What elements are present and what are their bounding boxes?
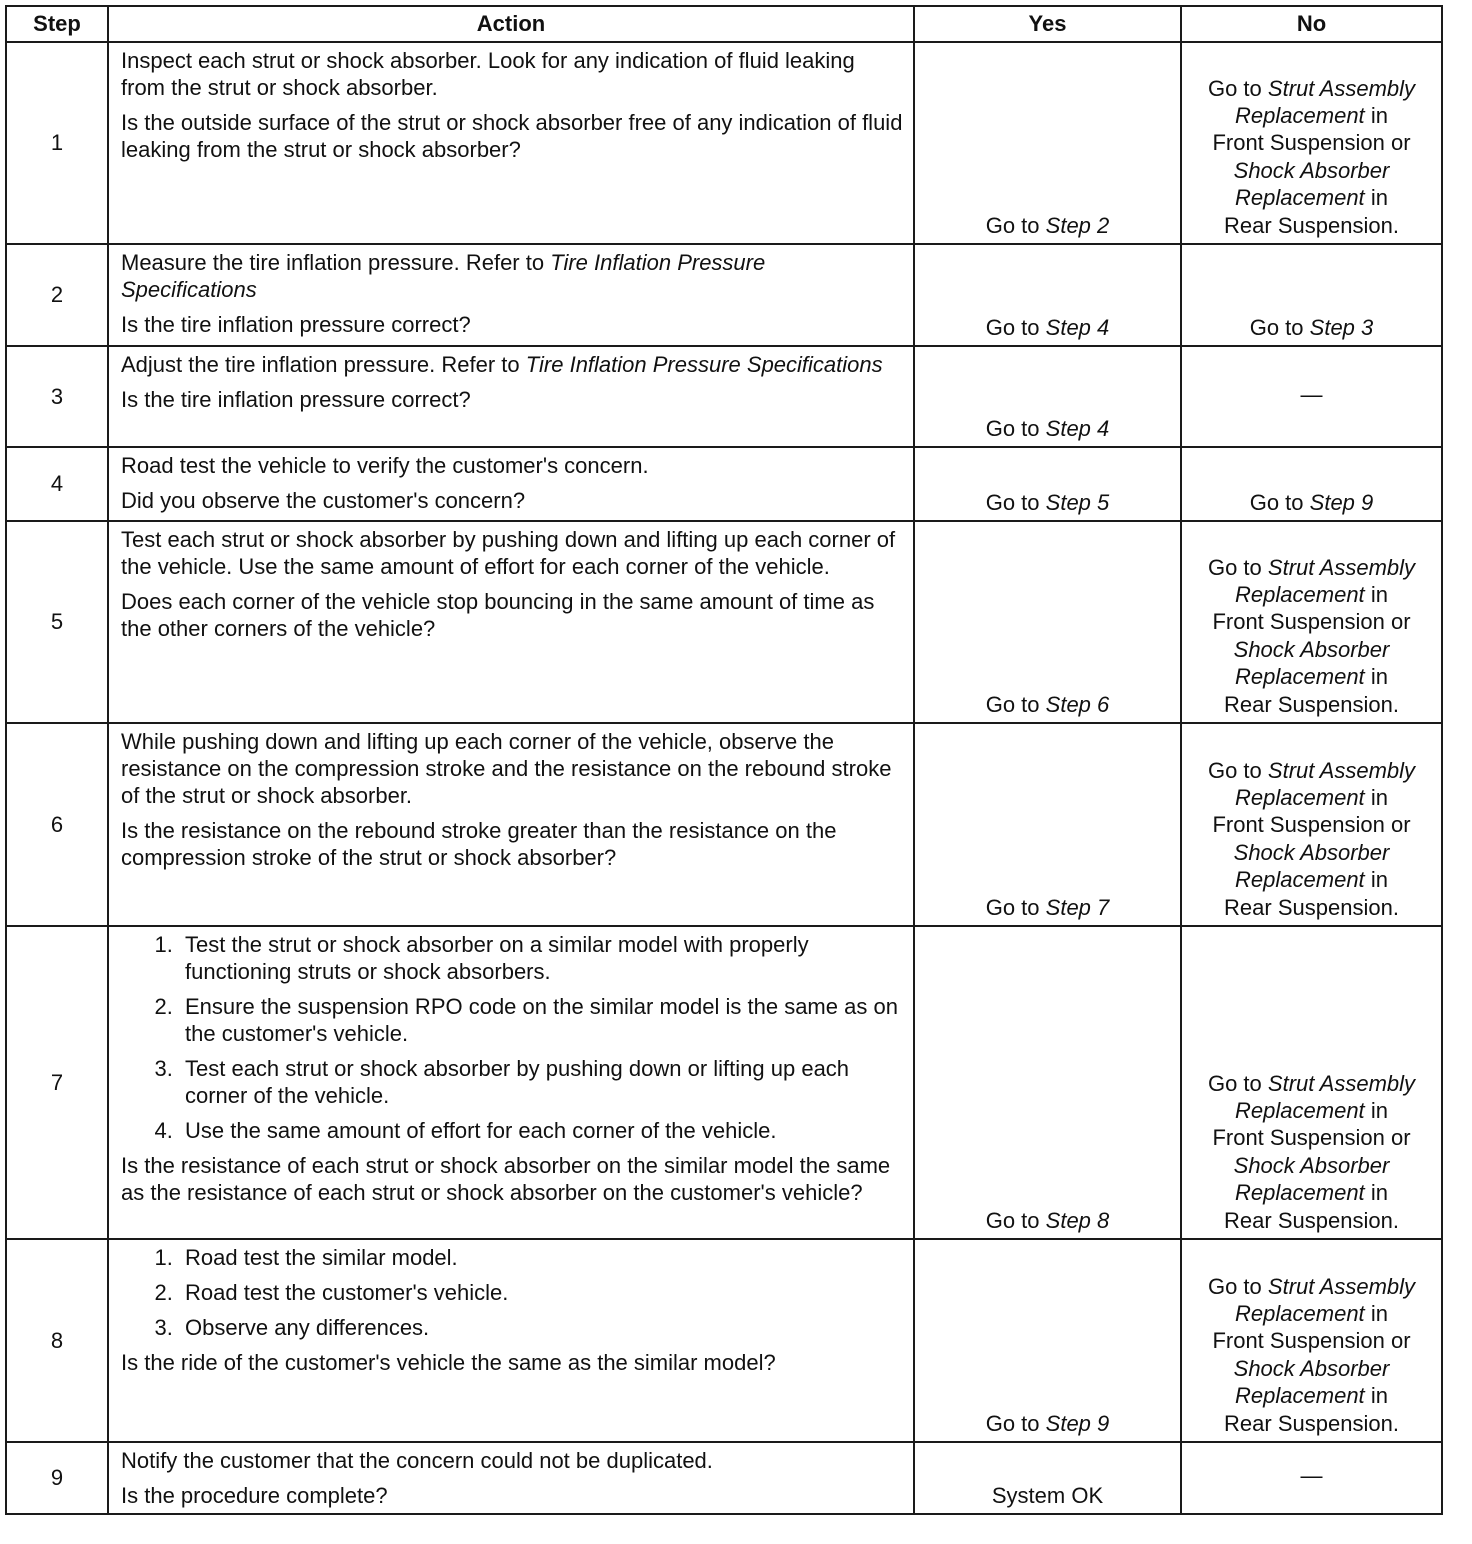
table-row — [6, 447, 1442, 521]
action-text: Measure the tire inflation pressure. Refer to Tire Inflation Pressure Specifications — [121, 250, 766, 302]
list-item: 3. Observe any differences. — [179, 1314, 903, 1341]
action-cell — [108, 521, 914, 723]
table-row — [6, 1442, 1442, 1514]
step-number: 3 — [6, 346, 108, 447]
step-number: 8 — [6, 1239, 108, 1442]
diagnostic-table — [5, 5, 1443, 1515]
list-item: 1. Road test the similar model. — [179, 1244, 903, 1271]
no-cell: Go to Step 9 — [1181, 447, 1442, 521]
header-no: No — [1181, 6, 1442, 42]
action-question: Is the resistance on the rebound stroke greater than the resistance on the compression stroke of the strut or shock absorber? — [121, 818, 837, 870]
action-question: Is the procedure complete? — [121, 1483, 388, 1508]
yes-cell: Go to Step 4 — [914, 346, 1181, 447]
action-question: Is the tire inflation pressure correct? — [121, 387, 471, 412]
action-question: Does each corner of the vehicle stop bouncing in the same amount of time as the other corners of the vehicle? — [121, 589, 875, 641]
no-cell: Go to Strut Assembly Replacement in Front Suspension or Shock Absorber Replacement in Rear Suspension. — [1181, 926, 1442, 1239]
diagnostic-document — [5, 5, 1441, 1515]
list-item: 4. Use the same amount of effort for each corner of the vehicle. — [179, 1117, 903, 1144]
table-row — [6, 521, 1442, 723]
action-text: Test each strut or shock absorber by pushing down and lifting up each corner of the vehicle. Use the same amount of effort for each corner of the vehicle. — [121, 527, 896, 579]
step-number: 9 — [6, 1442, 108, 1514]
action-cell — [108, 1442, 914, 1514]
no-cell: Go to Strut Assembly Replacement in Front Suspension or Shock Absorber Replacement in Rear Suspension. — [1181, 1239, 1442, 1442]
table-row — [6, 42, 1442, 244]
action-question: Is the resistance of each strut or shock absorber on the similar model the same as the resistance of each strut or shock absorber on the customer's vehicle? — [121, 1153, 891, 1205]
header-yes: Yes — [914, 6, 1181, 42]
no-cell: Go to Strut Assembly Replacement in Front Suspension or Shock Absorber Replacement in Rear Suspension. — [1181, 723, 1442, 926]
action-list — [121, 1244, 903, 1341]
action-cell — [108, 447, 914, 521]
no-cell: Go to Strut Assembly Replacement in Front Suspension or Shock Absorber Replacement in Rear Suspension. — [1181, 521, 1442, 723]
no-cell — [1181, 346, 1442, 447]
no-cell — [1181, 1442, 1442, 1514]
list-item: 3. Test each strut or shock absorber by pushing down or lifting up each corner of the vehicle. — [179, 1055, 903, 1109]
action-cell — [108, 346, 914, 447]
no-cell: Go to Step 3 — [1181, 244, 1442, 346]
action-cell — [108, 1239, 914, 1442]
table-row — [6, 346, 1442, 447]
action-question: Is the ride of the customer's vehicle the same as the similar model? — [121, 1350, 776, 1375]
yes-cell: Go to Step 2 — [914, 42, 1181, 244]
action-text: While pushing down and lifting up each corner of the vehicle, observe the resistance on the compression stroke and the resistance on the rebound stroke of the strut or shock absorber. — [121, 729, 892, 808]
table-row — [6, 926, 1442, 1239]
header-row — [6, 6, 1442, 42]
step-number: 4 — [6, 447, 108, 521]
action-text: Road test the vehicle to verify the customer's concern. — [121, 453, 649, 478]
header-action: Action — [108, 6, 914, 42]
step-number: 2 — [6, 244, 108, 346]
action-question: Did you observe the customer's concern? — [121, 488, 526, 513]
yes-cell: Go to Step 6 — [914, 521, 1181, 723]
yes-cell: Go to Step 7 — [914, 723, 1181, 926]
action-question: Is the outside surface of the strut or shock absorber free of any indication of fluid leaking from the strut or shock absorber? — [121, 110, 903, 162]
yes-cell: Go to Step 4 — [914, 244, 1181, 346]
table-row — [6, 244, 1442, 346]
table-row — [6, 1239, 1442, 1442]
action-text: Notify the customer that the concern could not be duplicated. — [121, 1448, 713, 1473]
step-number: 7 — [6, 926, 108, 1239]
step-number: 1 — [6, 42, 108, 244]
action-cell — [108, 723, 914, 926]
action-question: Is the tire inflation pressure correct? — [121, 312, 471, 337]
step-number: 5 — [6, 521, 108, 723]
no-cell: Go to Strut Assembly Replacement in Front Suspension or Shock Absorber Replacement in Rear Suspension. — [1181, 42, 1442, 244]
action-cell — [108, 244, 914, 346]
no-action-dash: — — [1300, 381, 1323, 407]
step-number: 6 — [6, 723, 108, 926]
yes-cell: Go to Step 9 — [914, 1239, 1181, 1442]
list-item: 1. Test the strut or shock absorber on a similar model with properly functioning struts or shock absorbers. — [179, 931, 903, 985]
header-step: Step — [6, 6, 108, 42]
spec-reference: Tire Inflation Pressure Specifications — [525, 352, 883, 377]
action-list — [121, 931, 903, 1144]
yes-cell: Go to Step 5 — [914, 447, 1181, 521]
action-text: Adjust the tire inflation pressure. Refer to Tire Inflation Pressure Specifications — [121, 352, 883, 377]
spec-reference: Tire Inflation Pressure Specifications — [121, 250, 766, 302]
yes-cell: Go to Step 8 — [914, 926, 1181, 1239]
table-row — [6, 723, 1442, 926]
action-text: Inspect each strut or shock absorber. Look for any indication of fluid leaking from the strut or shock absorber. — [121, 48, 855, 100]
action-cell — [108, 42, 914, 244]
action-cell — [108, 926, 914, 1239]
list-item: 2. Road test the customer's vehicle. — [179, 1279, 903, 1306]
yes-cell — [914, 1442, 1181, 1514]
list-item: 2. Ensure the suspension RPO code on the similar model is the same as on the customer's vehicle. — [179, 993, 903, 1047]
no-action-dash: — — [1300, 1463, 1323, 1489]
yes-step-ref: Step 2 — [1045, 213, 1110, 238]
system-ok-text: System OK — [991, 1483, 1104, 1508]
